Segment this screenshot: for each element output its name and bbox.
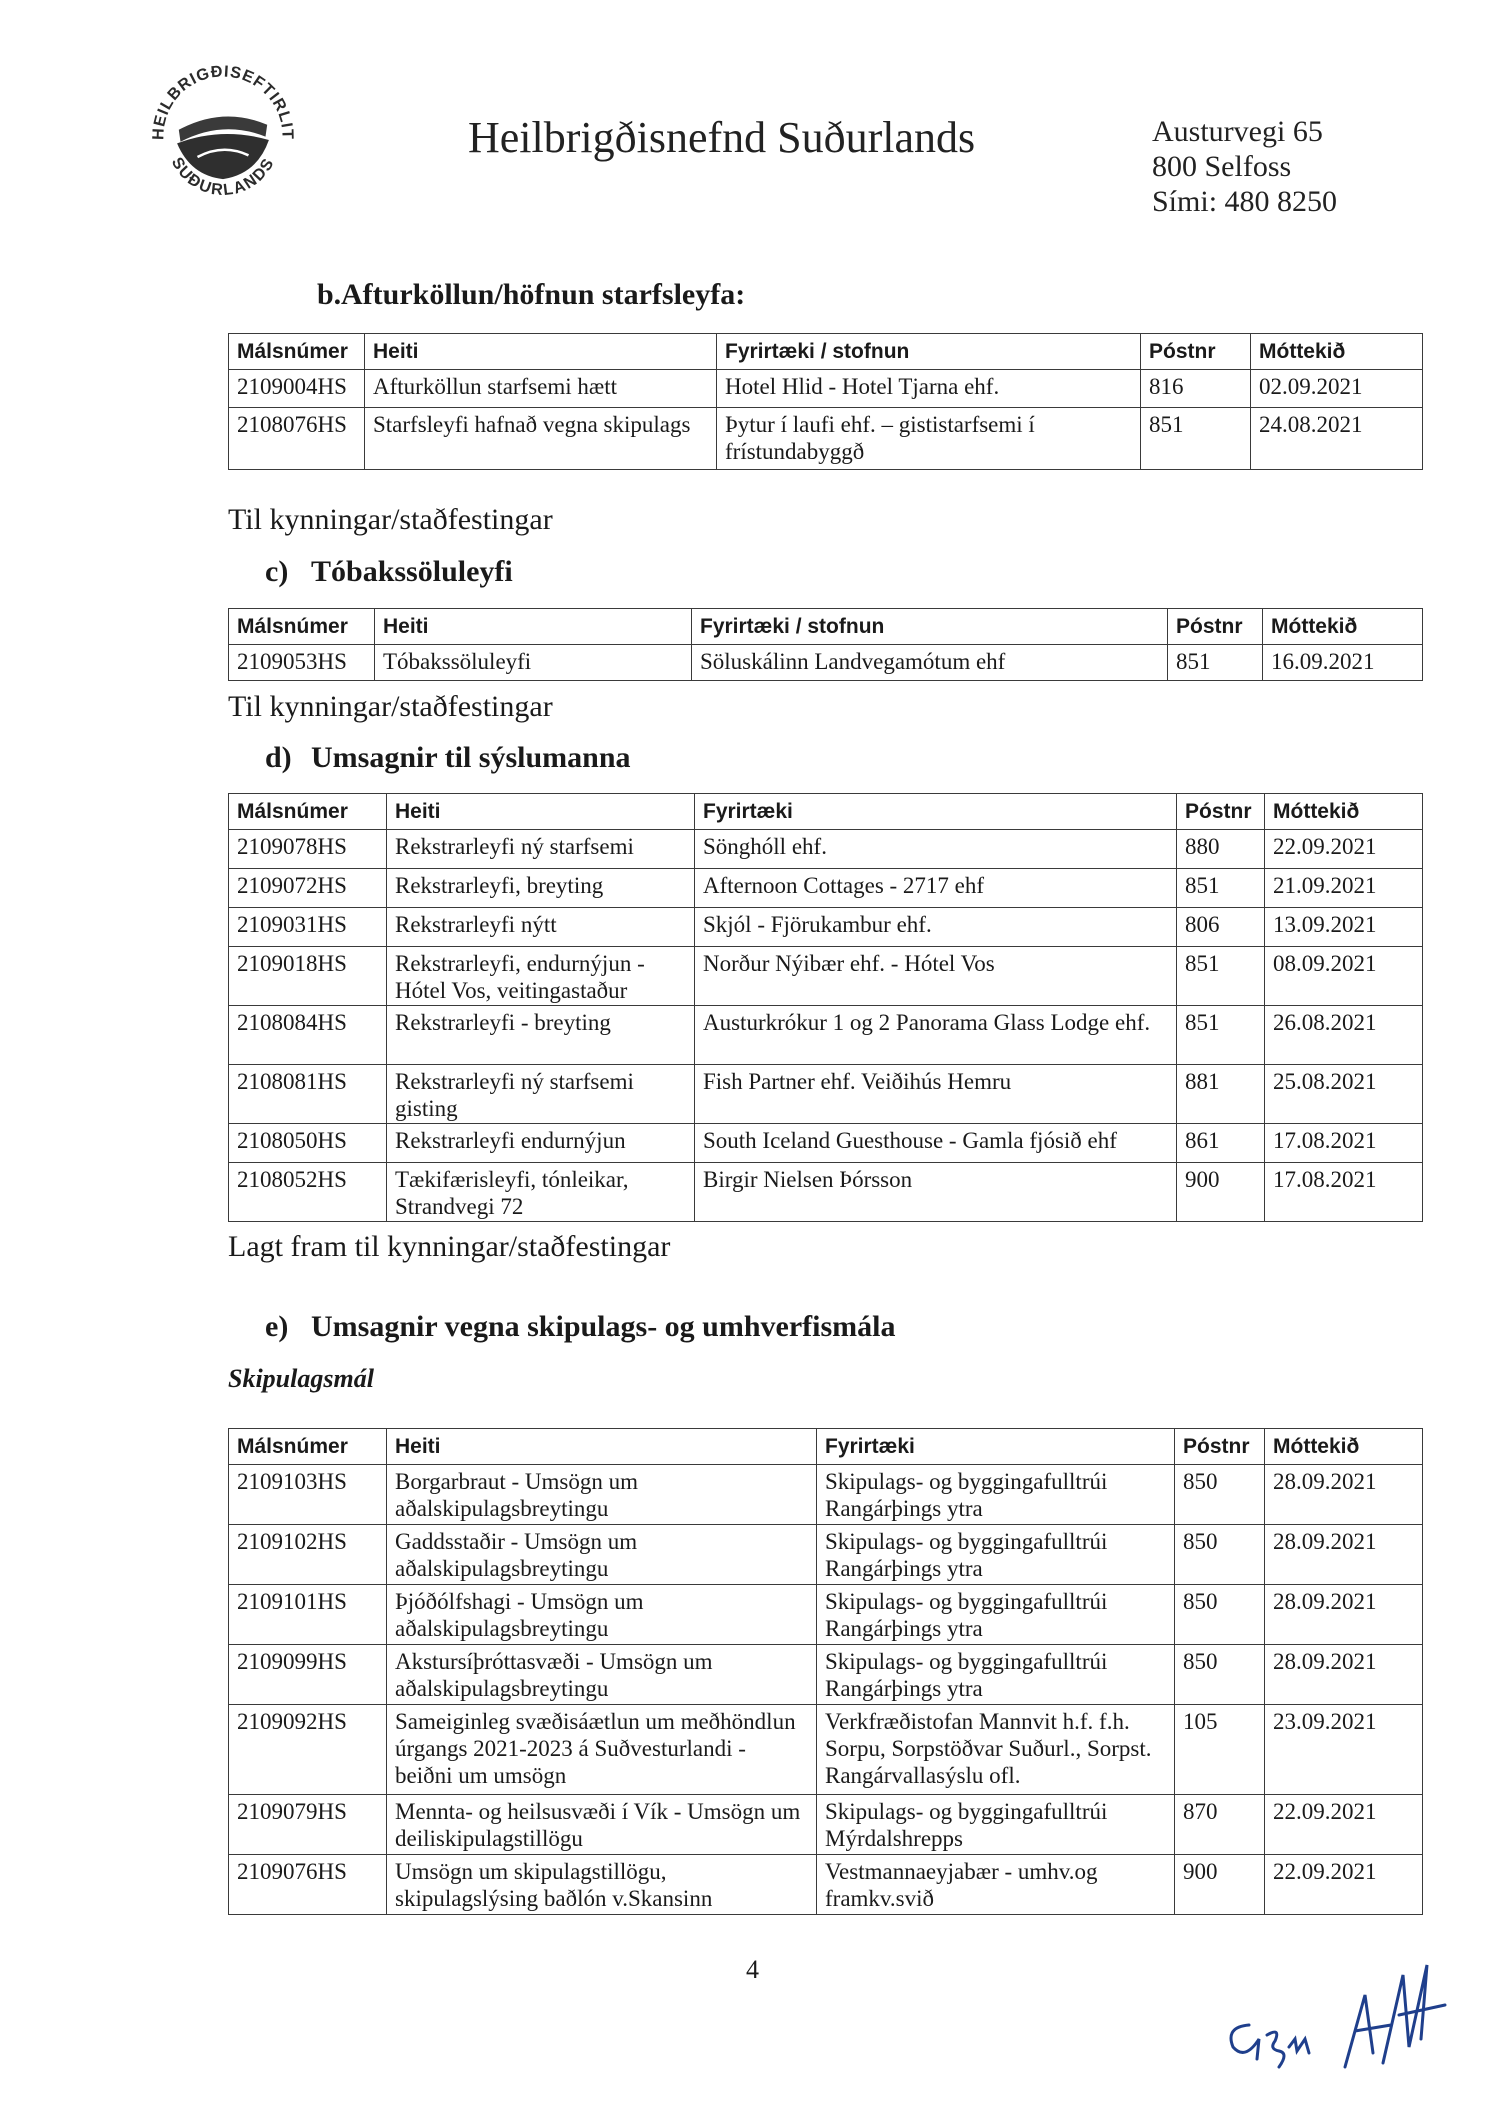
section-d-title: Umsagnir til sýslumanna xyxy=(311,741,631,774)
table-row xyxy=(229,1525,1423,1585)
column-header: Málsnúmer xyxy=(229,794,387,830)
case-number: 2109103HS xyxy=(229,1465,387,1525)
column-header: Málsnúmer xyxy=(229,609,375,645)
column-header: Móttekið xyxy=(1251,334,1423,370)
svg-text:HEILBRIGÐISEFTIRLIT: HEILBRIGÐISEFTIRLIT xyxy=(149,62,297,141)
company: Vestmannaeyjabær - umhv.og framkv.svið xyxy=(817,1855,1175,1915)
postal-code: 851 xyxy=(1141,408,1251,470)
organization-title: Heilbrigðisnefnd Suðurlands xyxy=(468,113,976,162)
table-row xyxy=(229,830,1423,869)
table-row xyxy=(229,1065,1423,1124)
received-date: 28.09.2021 xyxy=(1265,1585,1423,1645)
received-date: 22.09.2021 xyxy=(1265,1855,1423,1915)
column-header: Móttekið xyxy=(1263,609,1423,645)
case-number: 2109018HS xyxy=(229,947,387,1006)
case-name: Mennta- og heilsusvæði í Vík - Umsögn um deiliskipulagstillögu xyxy=(387,1795,817,1855)
case-number: 2108050HS xyxy=(229,1124,387,1163)
column-header: Fyrirtæki xyxy=(817,1429,1175,1465)
postal-code: 851 xyxy=(1177,1006,1265,1065)
case-number: 2109004HS xyxy=(229,370,365,408)
postal-code: 900 xyxy=(1175,1855,1265,1915)
case-number: 2109078HS xyxy=(229,830,387,869)
company: Austurkrókur 1 og 2 Panorama Glass Lodge ehf. xyxy=(695,1006,1177,1065)
case-name: Borgarbraut - Umsögn um aðalskipulagsbreytingu xyxy=(387,1465,817,1525)
case-name: Tækifærisleyfi, tónleikar, Strandvegi 72 xyxy=(387,1163,695,1222)
case-number: 2109031HS xyxy=(229,908,387,947)
table-row xyxy=(229,908,1423,947)
postal-code: 850 xyxy=(1175,1525,1265,1585)
table-header-row xyxy=(229,1429,1423,1465)
company: Skipulags- og byggingafulltrúi Rangárþings ytra xyxy=(817,1525,1175,1585)
case-name: Rekstrarleyfi endurnýjun xyxy=(387,1124,695,1163)
case-name: Akstursíþróttasvæði - Umsögn um aðalskipulagsbreytingu xyxy=(387,1645,817,1705)
received-date: 13.09.2021 xyxy=(1265,908,1423,947)
address-postal: 800 Selfoss xyxy=(1152,150,1292,183)
column-header: Heiti xyxy=(365,334,717,370)
case-name: Umsögn um skipulagstillögu, skipulagslýsing baðlón v.Skansinn xyxy=(387,1855,817,1915)
postal-code: 900 xyxy=(1177,1163,1265,1222)
table-row xyxy=(229,1645,1423,1705)
case-name: Sameiginleg svæðisáætlun um meðhöndlun úrgangs 2021-2023 á Suðvesturlandi - beiðni um umsögn xyxy=(387,1705,817,1795)
column-header: Heiti xyxy=(387,1429,817,1465)
column-header: Póstnr xyxy=(1177,794,1265,830)
postal-code: 861 xyxy=(1177,1124,1265,1163)
section-d-note: Lagt fram til kynningar/staðfestingar xyxy=(228,1230,671,1263)
table-row xyxy=(229,408,1423,470)
received-date: 17.08.2021 xyxy=(1265,1124,1423,1163)
section-e-subtitle: Skipulagsmál xyxy=(228,1364,374,1393)
company: Norður Nýibær ehf. - Hótel Vos xyxy=(695,947,1177,1006)
received-date: 28.09.2021 xyxy=(1265,1465,1423,1525)
table-b xyxy=(228,333,1423,470)
table-e xyxy=(228,1428,1423,1915)
received-date: 21.09.2021 xyxy=(1265,869,1423,908)
case-name: Rekstrarleyfi ný starfsemi xyxy=(387,830,695,869)
postal-code: 850 xyxy=(1175,1465,1265,1525)
company: Skipulags- og byggingafulltrúi Mýrdalshrepps xyxy=(817,1795,1175,1855)
page-number: 4 xyxy=(746,1955,759,1984)
table-row xyxy=(229,1855,1423,1915)
company: Söluskálinn Landvegamótum ehf xyxy=(692,645,1168,681)
received-date: 28.09.2021 xyxy=(1265,1645,1423,1705)
case-number: 2109076HS xyxy=(229,1855,387,1915)
case-name: Afturköllun starfsemi hætt xyxy=(365,370,717,408)
received-date: 22.09.2021 xyxy=(1265,1795,1423,1855)
received-date: 08.09.2021 xyxy=(1265,947,1423,1006)
section-b-title: Afturköllun/höfnun starfsleyfa: xyxy=(341,278,746,311)
case-name: Rekstrarleyfi - breyting xyxy=(387,1006,695,1065)
case-number: 2109072HS xyxy=(229,869,387,908)
section-d-label: d) xyxy=(265,741,292,774)
case-name: Þjóðólfshagi - Umsögn um aðalskipulagsbreytingu xyxy=(387,1585,817,1645)
company: Skipulags- og byggingafulltrúi Rangárþings ytra xyxy=(817,1465,1175,1525)
case-number: 2109102HS xyxy=(229,1525,387,1585)
column-header: Póstnr xyxy=(1168,609,1263,645)
column-header: Póstnr xyxy=(1175,1429,1265,1465)
svg-text:SUÐURLANDS: SUÐURLANDS xyxy=(167,154,279,200)
section-e-label: e) xyxy=(265,1310,289,1343)
table-row xyxy=(229,1705,1423,1795)
table-header-row xyxy=(229,334,1423,370)
organization-address xyxy=(1152,114,1337,219)
company: Hotel Hlid - Hotel Tjarna ehf. xyxy=(717,370,1141,408)
section-c-note: Til kynningar/staðfestingar xyxy=(228,690,553,723)
company: Skjól - Fjörukambur ehf. xyxy=(695,908,1177,947)
table-row xyxy=(229,1585,1423,1645)
section-e-heading xyxy=(265,1310,896,1344)
column-header: Málsnúmer xyxy=(229,1429,387,1465)
case-name: Tóbakssöluleyfi xyxy=(375,645,692,681)
table-row xyxy=(229,1006,1423,1065)
table-row xyxy=(229,947,1423,1006)
column-header: Fyrirtæki xyxy=(695,794,1177,830)
received-date: 28.09.2021 xyxy=(1265,1525,1423,1585)
postal-code: 105 xyxy=(1175,1705,1265,1795)
table-row xyxy=(229,1163,1423,1222)
postal-code: 851 xyxy=(1168,645,1263,681)
case-number: 2109101HS xyxy=(229,1585,387,1645)
received-date: 17.08.2021 xyxy=(1265,1163,1423,1222)
received-date: 25.08.2021 xyxy=(1265,1065,1423,1124)
postal-code: 850 xyxy=(1175,1585,1265,1645)
column-header: Heiti xyxy=(375,609,692,645)
received-date: 02.09.2021 xyxy=(1251,370,1423,408)
column-header: Fyrirtæki / stofnun xyxy=(692,609,1168,645)
postal-code: 870 xyxy=(1175,1795,1265,1855)
case-name: Rekstrarleyfi, endurnýjun - Hótel Vos, veitingastaður xyxy=(387,947,695,1006)
section-e-title: Umsagnir vegna skipulags- og umhverfismála xyxy=(311,1310,896,1343)
table-row xyxy=(229,869,1423,908)
case-name: Gaddsstaðir - Umsögn um aðalskipulagsbreytingu xyxy=(387,1525,817,1585)
case-number: 2108052HS xyxy=(229,1163,387,1222)
column-header: Póstnr xyxy=(1141,334,1251,370)
case-number: 2109099HS xyxy=(229,1645,387,1705)
company: South Iceland Guesthouse - Gamla fjósið ehf xyxy=(695,1124,1177,1163)
column-header: Heiti xyxy=(387,794,695,830)
case-name: Rekstrarleyfi nýtt xyxy=(387,908,695,947)
table-row xyxy=(229,1795,1423,1855)
table-row xyxy=(229,645,1423,681)
section-d-heading xyxy=(265,741,631,775)
postal-code: 850 xyxy=(1175,1645,1265,1705)
column-header: Móttekið xyxy=(1265,794,1423,830)
case-name: Starfsleyfi hafnað vegna skipulags xyxy=(365,408,717,470)
section-c-label: c) xyxy=(265,555,289,588)
address-street: Austurvegi 65 xyxy=(1152,115,1323,148)
postal-code: 816 xyxy=(1141,370,1251,408)
section-b-label: b. xyxy=(317,278,342,311)
table-row xyxy=(229,370,1423,408)
case-number: 2108076HS xyxy=(229,408,365,470)
section-b-heading xyxy=(317,278,745,312)
company: Sönghóll ehf. xyxy=(695,830,1177,869)
table-header-row xyxy=(229,794,1423,830)
case-number: 2109053HS xyxy=(229,645,375,681)
company: Þytur í laufi ehf. – gististarfsemi í frístundabyggð xyxy=(717,408,1141,470)
case-number: 2109092HS xyxy=(229,1705,387,1795)
case-name: Rekstrarleyfi ný starfsemi gisting xyxy=(387,1065,695,1124)
organization-seal-logo xyxy=(138,55,308,225)
table-row xyxy=(229,1465,1423,1525)
address-phone: Sími: 480 8250 xyxy=(1152,185,1338,218)
column-header: Fyrirtæki / stofnun xyxy=(717,334,1141,370)
company: Skipulags- og byggingafulltrúi Rangárþings ytra xyxy=(817,1645,1175,1705)
case-name: Rekstrarleyfi, breyting xyxy=(387,869,695,908)
company: Birgir Nielsen Þórsson xyxy=(695,1163,1177,1222)
company: Afternoon Cottages - 2717 ehf xyxy=(695,869,1177,908)
case-number: 2108084HS xyxy=(229,1006,387,1065)
received-date: 22.09.2021 xyxy=(1265,830,1423,869)
company: Skipulags- og byggingafulltrúi Rangárþings ytra xyxy=(817,1585,1175,1645)
postal-code: 851 xyxy=(1177,947,1265,1006)
company: Fish Partner ehf. Veiðihús Hemru xyxy=(695,1065,1177,1124)
table-d xyxy=(228,793,1423,1222)
section-b-note: Til kynningar/staðfestingar xyxy=(228,503,553,536)
postal-code: 806 xyxy=(1177,908,1265,947)
postal-code: 851 xyxy=(1177,869,1265,908)
case-number: 2109079HS xyxy=(229,1795,387,1855)
column-header: Móttekið xyxy=(1265,1429,1423,1465)
postal-code: 880 xyxy=(1177,830,1265,869)
received-date: 24.08.2021 xyxy=(1251,408,1423,470)
case-number: 2108081HS xyxy=(229,1065,387,1124)
postal-code: 881 xyxy=(1177,1065,1265,1124)
table-row xyxy=(229,1124,1423,1163)
received-date: 26.08.2021 xyxy=(1265,1006,1423,1065)
section-c-heading xyxy=(265,555,513,589)
table-header-row xyxy=(229,609,1423,645)
received-date: 23.09.2021 xyxy=(1265,1705,1423,1795)
received-date: 16.09.2021 xyxy=(1263,645,1423,681)
column-header: Málsnúmer xyxy=(229,334,365,370)
section-c-title: Tóbakssöluleyfi xyxy=(311,555,513,588)
company: Verkfræðistofan Mannvit h.f. f.h. Sorpu, Sorpstöðvar Suðurl., Sorpst. Rangárvallasýslu ofl. xyxy=(817,1705,1175,1795)
handwritten-signature xyxy=(1215,1935,1460,2085)
table-c xyxy=(228,608,1423,681)
